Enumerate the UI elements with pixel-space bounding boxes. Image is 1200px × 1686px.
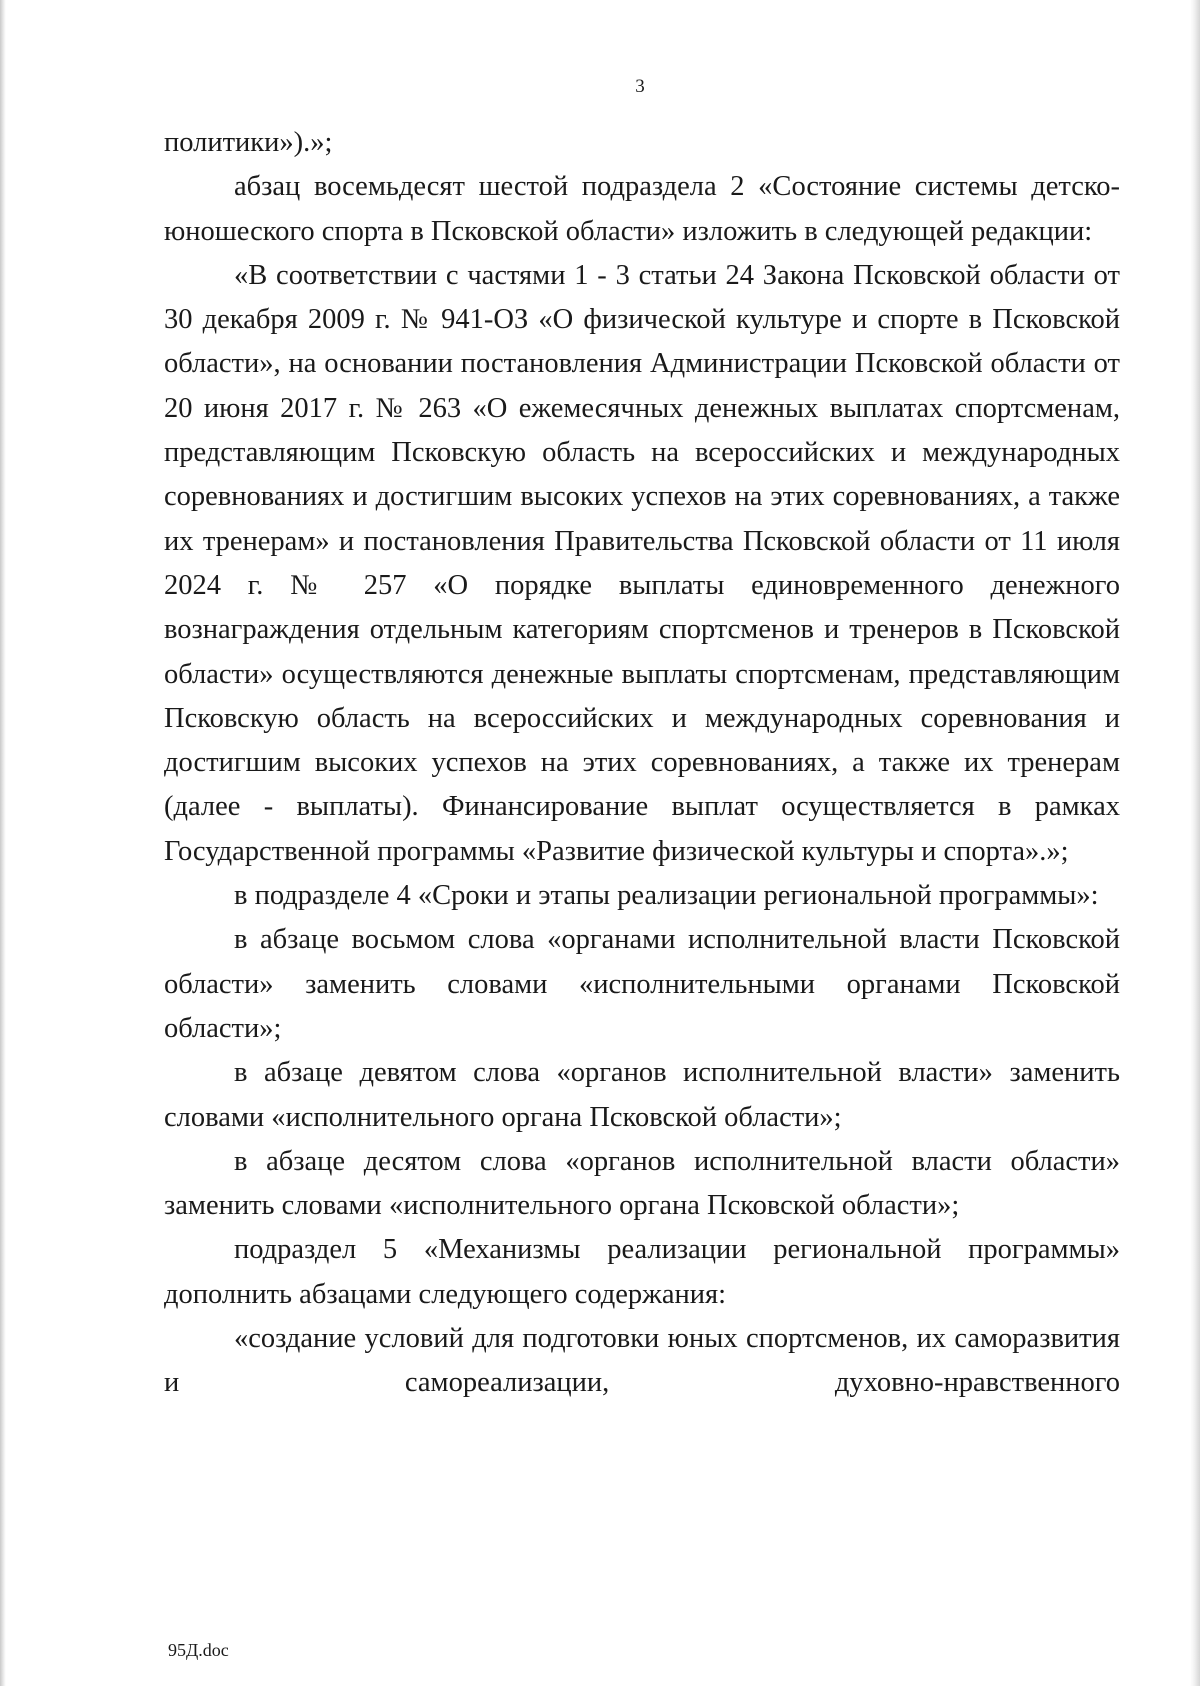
paragraph-new-content: «создание условий для подготовки юных спортсменов, их саморазвития и самореализации, духовно-нравственного — [164, 1323, 1120, 1399]
page-number: 3 — [635, 76, 645, 97]
document-body — [164, 121, 1120, 1406]
paragraph-subsection-4: в подразделе 4 «Сроки и этапы реализации региональной программы»: — [234, 880, 1099, 912]
scan-edge-left — [0, 0, 6, 1686]
paragraph-abzac-8: в абзаце восьмом слова «органами исполнительной власти Псковской области» заменить словами «исполнительными органами Псковской области»; — [164, 924, 1120, 1044]
scan-edge-right — [1190, 0, 1200, 1686]
paragraph-abzac-9: в абзаце девятом слова «органов исполнительной власти» заменить словами «исполнительного органа Псковской области»; — [164, 1057, 1120, 1133]
paragraph-subsection-5: подраздел 5 «Механизмы реализации региональной программы» дополнить абзацами следующего содержания: — [164, 1234, 1120, 1310]
paragraph-quoted-text: «В соответствии с частями 1 - 3 статьи 24 Закона Псковской области от 30 декабря 2009 г. № 941-ОЗ «О физической культуре и спорте в Псковской области», на основании постановления Администрации Псковской области от 20 июня 2017 г. № 263 «О ежемесячных денежных выплатах спортсменам, представляющим Псковскую область на всероссийских и международных соревнованиях и достигшим высоких успехов на этих соревнованиях, а также их тренерам» и постановления Правительства Псковской области от 11 июля 2024 г. № 257 «О порядке выплаты единовременного денежного вознаграждения отдельным категориям спортсменов и тренеров в Псковской области» осуществляются денежные выплаты спортсменам, представляющим Псковскую область на всероссийских и международных соревнования и достигшим высоких успехов на этих соревнованиях, а также их тренерам (далее - выплаты). Финансирование выплат осуществляется в рамках Государственной программы «Развитие физической культуры и спорта».»; — [164, 259, 1120, 867]
paragraph-amendment-intro: абзац восемьдесят шестой подраздела 2 «Состояние системы детско-юношеского спорта в Псковской области» изложить в следующей редакции: — [164, 171, 1120, 247]
paragraph-abzac-10: в абзаце десятом слова «органов исполнительной власти области» заменить словами «исполнительного органа Псковской области»; — [164, 1145, 1120, 1222]
footer-filename: 95Д.doc — [168, 1640, 229, 1660]
paragraph-continuation: политики»).»; — [164, 127, 333, 158]
